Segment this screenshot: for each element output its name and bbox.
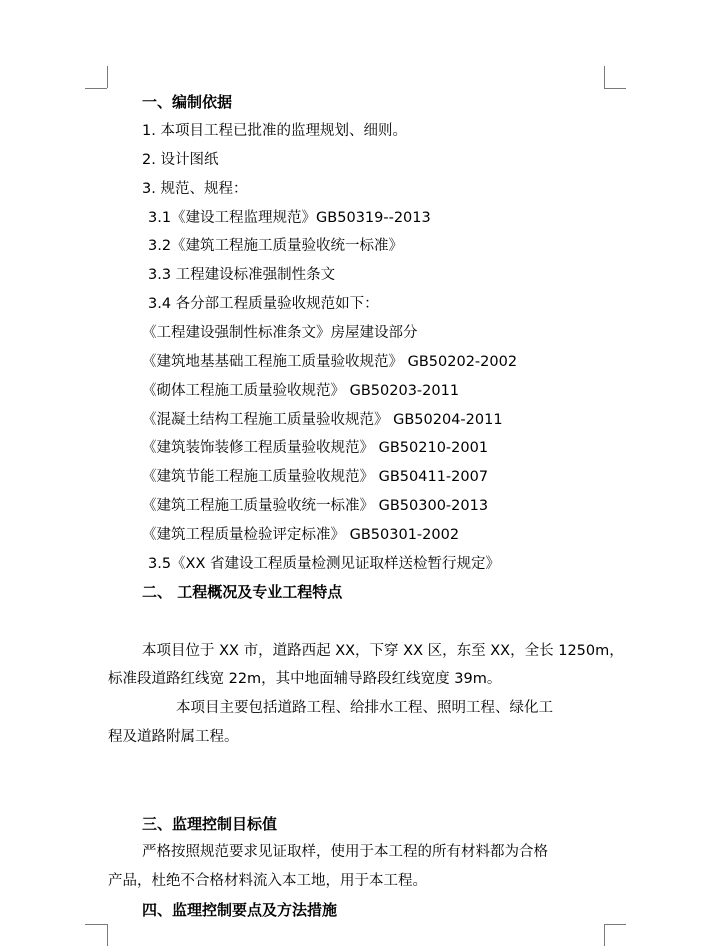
overview-paragraph-2-line-1: 本项目主要包括道路工程、给排水工程、照明工程、绿化工 — [176, 700, 553, 716]
standard-list-item: 《建筑装饰装修工程质量验收规范》 GB50210-2001 — [142, 440, 489, 456]
section-heading-basis: 一、编制依据 — [142, 93, 233, 111]
standard-list-item: 《建筑工程质量检验评定标准》 GB50301-2002 — [142, 527, 460, 543]
section-heading-overview: 二、 工程概况及专业工程特点 — [142, 583, 343, 601]
targets-paragraph-line-2: 产品，杜绝不合格材料流入本工地，用于本工程。 — [108, 873, 427, 889]
overview-paragraph-2-line-2: 程及道路附属工程。 — [108, 729, 239, 745]
basis-item-2: 2. 设计图纸 — [142, 152, 219, 168]
standard-list-item: 《砌体工程施工质量验收规范》 GB50203-2011 — [142, 383, 460, 399]
standard-list-item: 《建筑地基基础工程施工质量验收规范》 GB50202-2002 — [142, 354, 518, 370]
overview-paragraph-1-line-2: 标准段道路红线宽 22m，其中地面辅导路段红线宽度 39m。 — [108, 671, 502, 687]
basis-item-1: 1. 本项目工程已批准的监理规划、细则。 — [142, 123, 407, 139]
basis-item-3-2: 3.2《建筑工程施工质量验收统一标准》 — [148, 238, 404, 254]
overview-paragraph-1-line-1: 本项目位于 XX 市，道路西起 XX，下穿 XX 区，东至 XX，全长 1250m， — [142, 643, 624, 659]
basis-item-3: 3. 规范、规程： — [142, 181, 248, 197]
standard-list-item: 《建筑工程施工质量验收统一标准》 GB50300-2013 — [142, 498, 489, 514]
standard-list-item: 《建筑节能工程施工质量验收规范》 GB50411-2007 — [142, 469, 489, 485]
basis-item-3-5: 3.5《XX 省建设工程质量检测见证取样送检暂行规定》 — [148, 556, 501, 572]
targets-paragraph-line-1: 严格按照规范要求见证取样，使用于本工程的所有材料都为合格 — [142, 844, 548, 860]
section-heading-control-points: 四、监理控制要点及方法措施 — [142, 901, 338, 919]
standard-list-item: 《工程建设强制性标准条文》房屋建设部分 — [142, 325, 418, 341]
basis-item-3-4: 3.4 各分部工程质量验收规范如下： — [148, 296, 379, 312]
standard-list-item: 《混凝土结构工程施工质量验收规范》 GB50204-2011 — [142, 412, 503, 428]
section-heading-targets: 三、监理控制目标值 — [142, 815, 278, 833]
basis-item-3-3: 3.3 工程建设标准强制性条文 — [148, 267, 336, 283]
basis-item-3-1: 3.1《建设工程监理规范》GB50319--2013 — [148, 210, 431, 226]
